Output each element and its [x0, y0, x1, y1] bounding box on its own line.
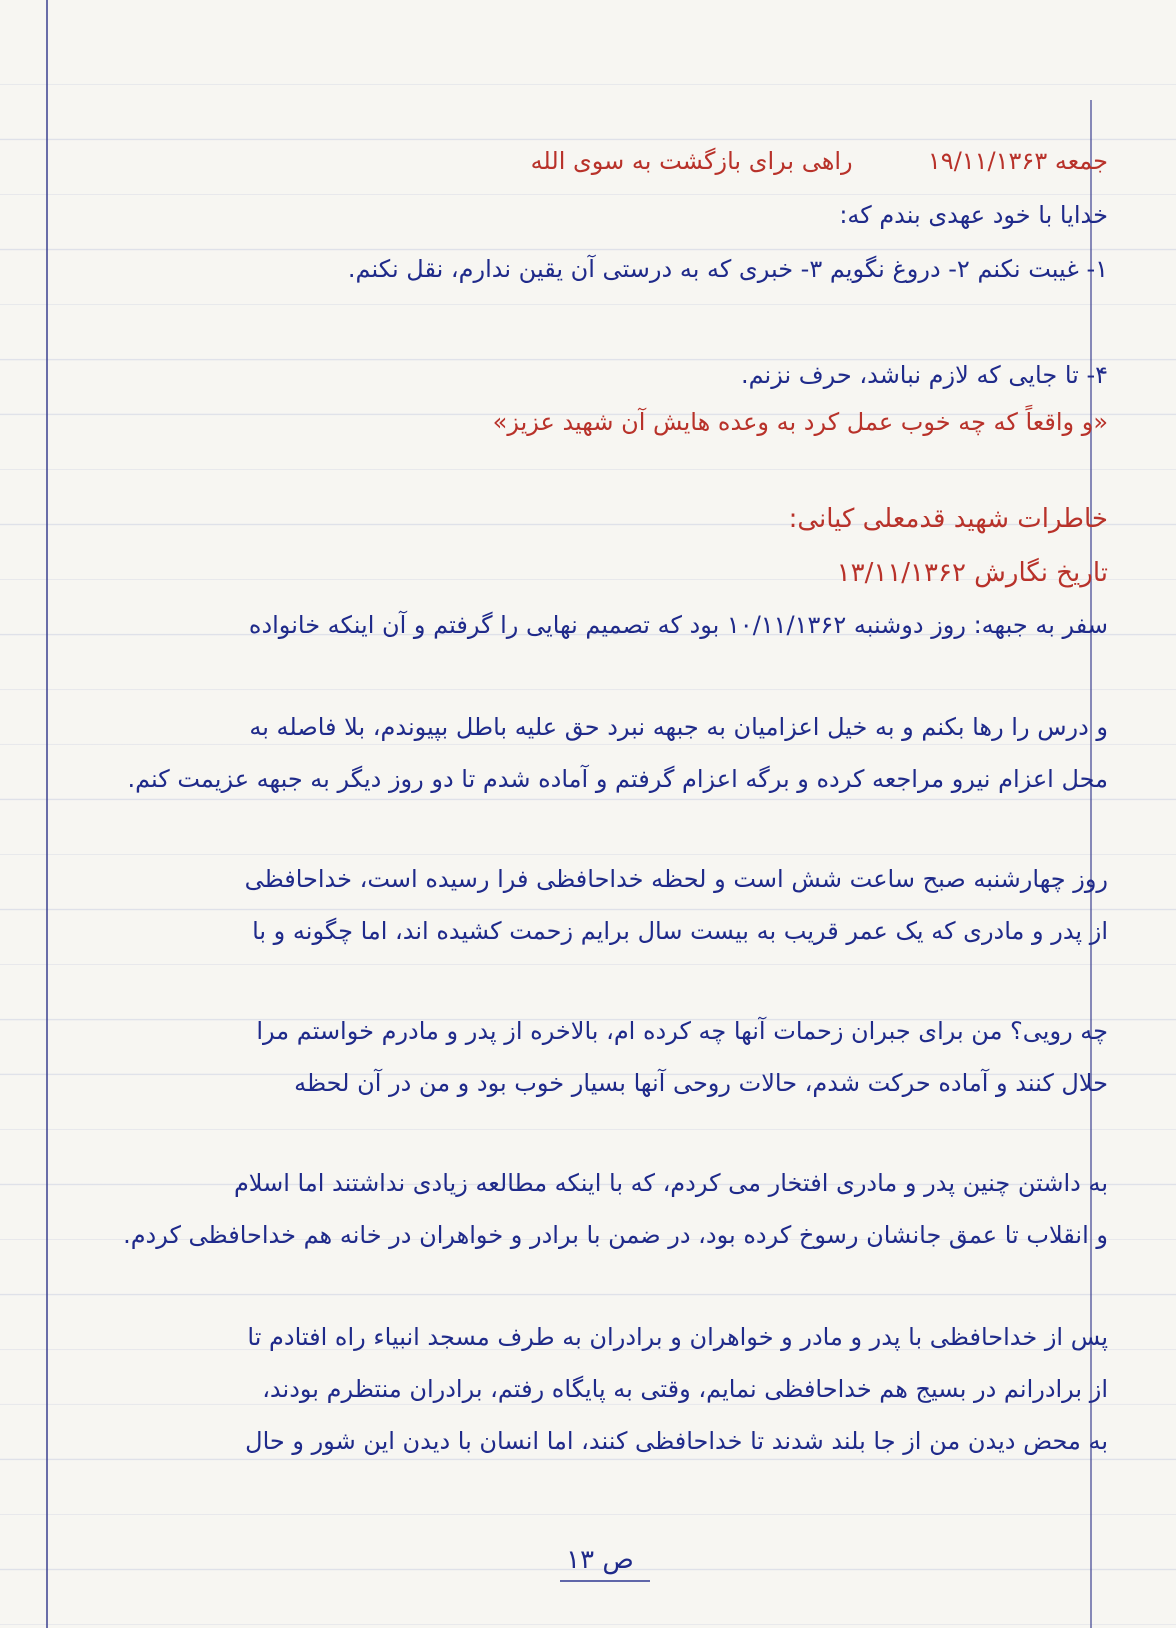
body-line-5: و درس را رها بکنم و به خیل اعزامیان به جبهه نبرد حق علیه باطل بپیوندم، بلا فاصله به: [249, 713, 1108, 741]
body-line-6: محل اعزام نیرو مراجعه کرده و برگه اعزام گرفتم و آماده شدم تا دو روز دیگر به جبهه عزیمت کنم.: [127, 765, 1108, 793]
header-date: جمعه ۱۹/۱۱/۱۳۶۳: [927, 147, 1108, 175]
body-line-14: از برادرانم در بسیج هم خداحافظی نمایم، وقتی به پایگاه رفتم، برادران منتظرم بودند،: [262, 1375, 1108, 1403]
body-line-1: خدایا با خود عهدی بندم که:: [839, 201, 1108, 229]
header-line: [58, 144, 1108, 178]
body-line-3: ۴- تا جایی که لازم نباشد، حرف نزنم.: [740, 361, 1108, 389]
body-line-10: حلال کنند و آماده حرکت شدم، حالات روحی آنها بسیار خوب بود و من در آن لحظه: [294, 1069, 1108, 1097]
body-line-15: به محض دیدن من از جا بلند شدند تا خداحافظی کنند، اما انسان با دیدن این شور و حال: [245, 1427, 1108, 1455]
page-number: ص ۱۳: [566, 1545, 634, 1575]
page-number-underline: [560, 1580, 650, 1582]
body-line-7: روز چهارشنبه صبح ساعت شش است و لحظه خداحافظی فرا رسیده است، خداحافظی: [244, 865, 1108, 893]
body-line-8: از پدر و مادری که یک عمر قریب به بیست سال برایم زحمت کشیده اند، اما چگونه و با: [252, 917, 1108, 945]
body-line-12: و انقلاب تا عمق جانشان رسوخ کرده بود، در ضمن با برادر و خواهران در خانه هم خداحافظی کردم.: [123, 1221, 1108, 1249]
body-line-2: ۱- غیبت نکنم ۲- دروغ نگویم ۳- خبری که به درستی آن یقین ندارم، نقل نکنم.: [347, 255, 1108, 283]
writing-date: تاریخ نگارش ۱۳/۱۱/۱۳۶۲: [836, 558, 1108, 588]
body-line-11: به داشتن چنین پدر و مادری افتخار می کردم، که با اینکه مطالعه زیادی نداشتند اما اسلام: [233, 1169, 1108, 1197]
section-title: خاطرات شهید قدمعلی کیانی:: [788, 504, 1108, 534]
body-line-13: پس از خداحافظی با پدر و مادر و خواهران و برادران به طرف مسجد انبیاء راه افتادم تا: [247, 1323, 1108, 1351]
header-title: راهی برای بازگشت به سوی الله: [530, 147, 853, 175]
left-margin-line: [46, 0, 48, 1628]
body-line-4: سفر به جبهه: روز دوشنبه ۱۰/۱۱/۱۳۶۲ بود که تصمیم نهایی را گرفتم و آن اینکه خانواده: [248, 611, 1108, 639]
quote-line: «و واقعاً که چه خوب عمل کرد به وعده هایش آن شهید عزیز»: [492, 408, 1108, 436]
body-line-9: چه رویی؟ من برای جبران زحمات آنها چه کرده ام، بالاخره از پدر و مادرم خواستم مرا: [256, 1017, 1108, 1045]
